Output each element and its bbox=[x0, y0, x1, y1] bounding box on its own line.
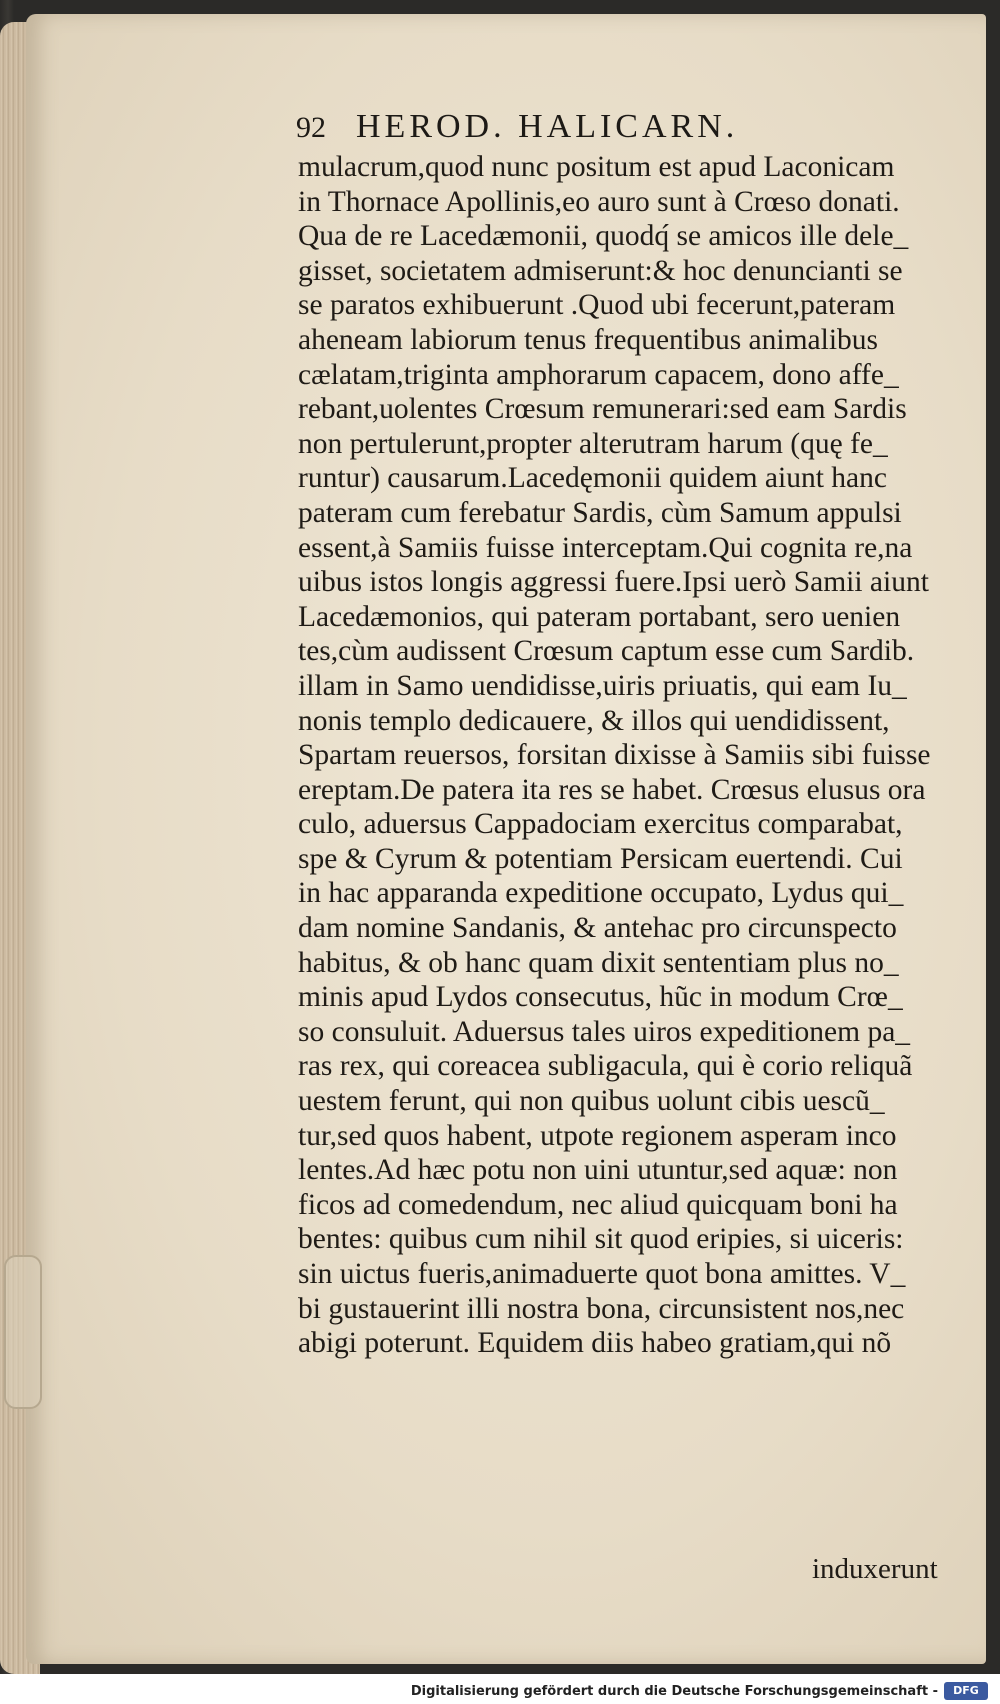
text-line: so consuluit. Aduersus tales uiros expeditionem pa_ bbox=[298, 1015, 911, 1048]
text-line: bentes: quibus cum nihil sit quod eripies, si uiceris: bbox=[298, 1223, 904, 1256]
text-line: ereptam.De patera ita res se habet. Crœsus elusus ora bbox=[298, 773, 926, 806]
text-line: in hac apparanda expeditione occupato, Lydus qui_ bbox=[298, 877, 904, 910]
text-line: se paratos exhibuerunt .Quod ubi fecerunt,pateram bbox=[298, 289, 896, 322]
text-line: nonis templo dedicauere, & illos qui uendidissent, bbox=[298, 704, 890, 737]
text-line: in Thornace Apollinis,eo auro sunt à Crœso donati. bbox=[298, 185, 900, 218]
text-line: rebant,uolentes Crœsum remunerari:sed eam Sardis bbox=[298, 393, 907, 426]
text-line: habitus, & ob hanc quam dixit sententiam plus no_ bbox=[298, 946, 899, 979]
text-line: tes,cùm audissent Crœsum captum esse cum Sardib. bbox=[298, 635, 915, 668]
text-line: culo, aduersus Cappadociam exercitus comparabat, bbox=[298, 808, 903, 841]
page-header bbox=[296, 108, 856, 148]
body-text bbox=[298, 150, 960, 1361]
text-line: bi gustauerint illi nostra bona, circunsistent nos,nec bbox=[298, 1292, 905, 1325]
digitization-credit: Digitalisierung gefördert durch die Deutsche Forschungsgemeinschaft - bbox=[410, 1684, 938, 1699]
text-line: ras rex, qui coreacea subligacula, qui è corio reliquã bbox=[298, 1050, 913, 1083]
text-line: lentes.Ad hæc potu non uini utuntur,sed aquæ: non bbox=[298, 1154, 898, 1187]
text-line: cælatam,triginta amphorarum capacem, dono affe_ bbox=[298, 358, 899, 391]
page-number: 92 bbox=[296, 111, 326, 144]
text-line: dam nomine Sandanis, & antehac pro circunspecto bbox=[298, 912, 897, 945]
text-line: mulacrum,quod nunc positum est apud Laconicam bbox=[298, 151, 895, 183]
text-line: abigi poterunt. Equidem diis habeo gratiam,qui nõ bbox=[298, 1327, 892, 1360]
text-line: non pertulerunt,propter alterutram harum (quę fe_ bbox=[298, 427, 888, 460]
text-line: essent,à Samiis fuisse interceptam.Qui cognita re,na bbox=[298, 531, 913, 564]
text-line: Qua de re Lacedæmonii, quodq́ se amicos ille dele_ bbox=[298, 220, 909, 253]
text-line: pateram cum ferebatur Sardis, cùm Samum appulsi bbox=[298, 496, 902, 529]
text-line: sin uictus fueris,animaduerte quot bona amittes. V_ bbox=[298, 1258, 906, 1290]
book-clasp bbox=[4, 1255, 42, 1409]
text-line: Lacedæmonios, qui pateram portabant, sero uenien bbox=[298, 600, 901, 633]
text-line: uibus istos longis aggressi fuere.Ipsi uerò Samii aiunt bbox=[298, 566, 929, 599]
text-line: runtur) causarum.Lacedęmonii quidem aiunt hanc bbox=[298, 462, 887, 495]
text-line: minis apud Lydos consecutus, hũc in modum Crœ_ bbox=[298, 981, 903, 1014]
text-line: aheneam labiorum tenus frequentibus animalibus bbox=[298, 323, 879, 356]
text-line: uestem ferunt, qui non quibus uolunt cibis uescũ_ bbox=[298, 1085, 885, 1118]
text-line: tur,sed quos habent, utpote regionem asperam inco bbox=[298, 1119, 897, 1152]
running-title: HEROD. HALICARN. bbox=[356, 108, 739, 145]
catchword: induxerunt bbox=[812, 1553, 938, 1585]
text-line: illam in Samo uendidisse,uiris priuatis, qui eam Iu_ bbox=[298, 669, 907, 702]
text-line: ficos ad comedendum, nec aliud quicquam boni ha bbox=[298, 1188, 898, 1221]
text-line: spe & Cyrum & potentiam Persicam euertendi. Cui bbox=[298, 842, 903, 875]
text-line: Spartam reuersos, forsitan dixisse à Samiis sibi fuisse bbox=[298, 739, 931, 772]
dfg-logo-badge: DFG bbox=[944, 1682, 988, 1700]
text-line: gisset, societatem admiserunt:& hoc denuncianti se bbox=[298, 254, 903, 287]
